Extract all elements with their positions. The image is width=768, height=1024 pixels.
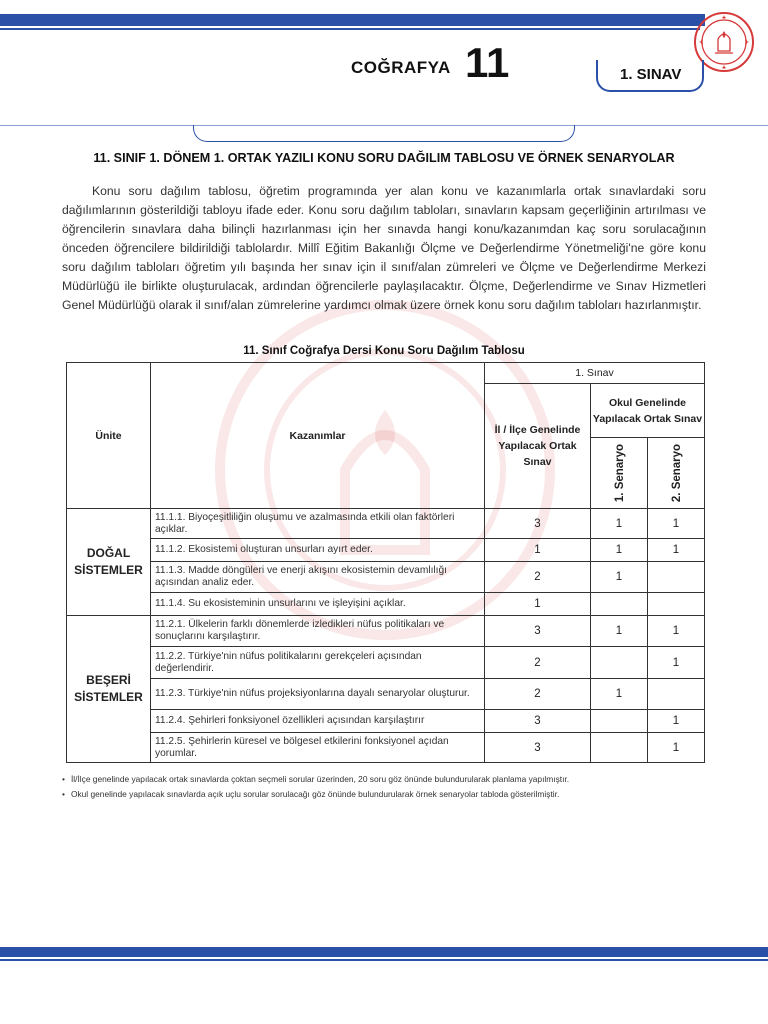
unit-cell-beseri — [67, 616, 151, 763]
header-bracket — [193, 125, 575, 142]
grade-number: 11 — [465, 39, 510, 86]
senaryo1-count — [591, 733, 648, 763]
bottom-color-bar — [0, 947, 768, 957]
header-senaryo-1-cell — [591, 438, 648, 509]
il-count: 3 — [485, 509, 591, 539]
senaryo2-count: 1 — [648, 647, 705, 679]
kazanim-text: 11.2.2. Türkiye'nin nüfus politikalarını gerekçeleri açısından değerlendirir. — [151, 647, 485, 679]
senaryo1-count — [591, 647, 648, 679]
table-row — [67, 593, 705, 616]
unit-cell-dogal — [67, 509, 151, 616]
footnote-text: İl/İlçe genelinde yapılacak ortak sınavlarda çoktan seçmeli sorular üzerinden, 20 soru göz önünde bulundurularak planlama yapılmıştır. — [70, 773, 570, 784]
senaryo1-count — [591, 710, 648, 733]
il-count: 3 — [485, 616, 591, 647]
header-sinav: 1. Sınav — [485, 363, 705, 384]
footnotes — [62, 771, 722, 801]
footnote-text: Okul genelinde yapılacak sınavlarda açık uçlu sorular sorulacağı göz önünde bulundurularak örnek senaryolar tabloda gösterilmiştir. — [70, 788, 560, 799]
exam-tab-label: 1. SINAV — [620, 66, 682, 83]
senaryo2-count — [648, 593, 705, 616]
top-color-bar — [0, 14, 705, 26]
senaryo2-count — [648, 679, 705, 710]
header-senaryo-1: 1. Senaryo — [614, 443, 627, 503]
kazanim-text: 11.2.1. Ülkelerin farklı dönemlerde izledikleri nüfus politikaları ve sonuçlarını karşılaştırır. — [151, 616, 485, 647]
table-row — [67, 679, 705, 710]
kazanim-text: 11.1.2. Ekosistemi oluşturan unsurları ayırt eder. — [151, 539, 485, 562]
senaryo2-count: 1 — [648, 733, 705, 763]
kazanim-text: 11.1.4. Su ekosisteminin unsurlarını ve işleyişini açıklar. — [151, 593, 485, 616]
intro-paragraph: Konu soru dağılım tablosu, öğretim programında yer alan konu ve kazanımlarla ortak sınavlardaki soru dağılımlarının gösterildiği tabloyu ifade eder. Konu soru dağılım tabloları, sınavların kapsam geçerliğinin artırılması ve öğrencilerin sınavlara daha bilinçli hazırlanması için her sınavda hangi konu/kazanımdan kaç soru sorulacağının önceden öğrencilere bildirildiği tablolardır. Millî Eğitim Bakanlığı Ölçme ve Değerlendirme Yönetmeliği'ne göre konu soru dağılım tabloları öğretim yılı başında her sınav için il sınıf/alan zümreleri ve Ölçme ve Değerlendirme Merkezi Müdürlüğü ile birlikte oluşturulacak, ardından öğrencilerle paylaşılacaktır. Ölçme, Değerlendirme ve Sınav Hizmetleri Genel Müdürlüğü olarak il sınıf/alan zümrelerine yardımcı olmak üzere örnek konu soru dağılım tabloları hazırlanmıştır. — [62, 184, 706, 312]
bottom-thin-bar — [0, 959, 768, 961]
senaryo2-count — [648, 562, 705, 593]
bullet-icon: • — [62, 773, 65, 784]
senaryo1-count: 1 — [591, 616, 648, 647]
il-count: 2 — [485, 679, 591, 710]
distribution-table — [66, 362, 705, 763]
header-senaryo-2-cell — [648, 438, 705, 509]
table-row — [67, 509, 705, 539]
senaryo1-count: 1 — [591, 562, 648, 593]
subject-title: COĞRAFYA — [351, 58, 451, 77]
senaryo2-count: 1 — [648, 616, 705, 647]
il-count: 2 — [485, 562, 591, 593]
table-title: 11. Sınıf Coğrafya Dersi Konu Soru Dağılım Tablosu — [243, 345, 525, 357]
kazanim-text: 11.1.3. Madde döngüleri ve enerji akışını ekosistemin devamlılığı açısından analiz eder. — [151, 562, 485, 593]
footnote — [62, 771, 722, 786]
document-title: 11. SINIF 1. DÖNEM 1. ORTAK YAZILI KONU SORU DAĞILIM TABLOSU VE ÖRNEK SENARYOLAR — [93, 151, 675, 165]
kazanim-text: 11.2.3. Türkiye'nin nüfus projeksiyonlarına dayalı senaryolar oluşturur. — [151, 679, 485, 710]
table-row — [67, 616, 705, 647]
table-row — [67, 539, 705, 562]
il-count: 1 — [485, 539, 591, 562]
unit-name-line1: BEŞERİ — [86, 673, 131, 687]
senaryo1-count: 1 — [591, 539, 648, 562]
table-row — [67, 647, 705, 679]
top-thin-bar — [0, 28, 700, 30]
unit-name-line2: SİSTEMLER — [74, 563, 143, 577]
senaryo1-count: 1 — [591, 679, 648, 710]
senaryo1-count — [591, 593, 648, 616]
table-row — [67, 733, 705, 763]
bullet-icon: • — [62, 788, 65, 799]
kazanim-text: 11.2.5. Şehirlerin küresel ve bölgesel etkilerini fonksiyonel açıdan yorumlar. — [151, 733, 485, 763]
footnote — [62, 786, 722, 801]
unit-name-line1: DOĞAL — [86, 546, 131, 560]
il-count: 3 — [485, 733, 591, 763]
kazanim-text: 11.2.4. Şehirleri fonksiyonel özellikleri açısından karşılaştırır — [151, 710, 485, 733]
senaryo1-count: 1 — [591, 509, 648, 539]
header-il-ilce: İl / İlçe Genelinde Yapılacak Ortak Sınav — [485, 384, 591, 509]
table-row — [67, 562, 705, 593]
header-senaryo-2: 2. Senaryo — [671, 443, 684, 503]
il-count: 1 — [485, 593, 591, 616]
unit-name-line2: SİSTEMLER — [74, 690, 143, 704]
header-unite: Ünite — [67, 363, 151, 509]
senaryo2-count: 1 — [648, 509, 705, 539]
header-kazanimlar: Kazanımlar — [151, 363, 485, 509]
kazanim-text: 11.1.1. Biyoçeşitliliğin oluşumu ve azalmasında etkili olan faktörleri açıklar. — [151, 509, 485, 539]
senaryo2-count: 1 — [648, 539, 705, 562]
il-count: 2 — [485, 647, 591, 679]
senaryo2-count: 1 — [648, 710, 705, 733]
header-okul: Okul Genelinde Yapılacak Ortak Sınav — [591, 384, 705, 438]
il-count: 3 — [485, 710, 591, 733]
table-row — [67, 710, 705, 733]
